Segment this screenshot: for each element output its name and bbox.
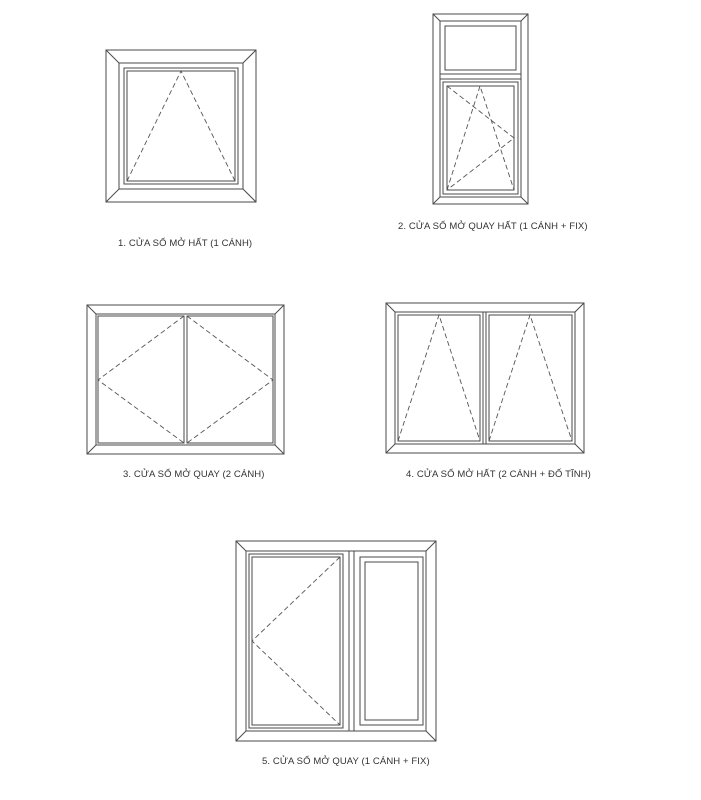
window-5-fixed-panel bbox=[360, 557, 423, 725]
window-1-top-hung-single bbox=[106, 50, 256, 202]
window-4-inner-frame bbox=[395, 312, 575, 444]
window-3-inner-frame bbox=[96, 314, 275, 445]
window-2-sash-glass bbox=[447, 86, 514, 190]
window-5-opening-indicator bbox=[252, 557, 340, 725]
window-2-turn-indicator bbox=[447, 86, 514, 190]
window-4-right-opening-indicator bbox=[489, 315, 572, 441]
window-5-fixed-glass bbox=[365, 562, 418, 720]
window-1-inner-frame bbox=[119, 63, 243, 189]
window-3-left-sash bbox=[98, 316, 184, 443]
caption-window-2: 2. CỬA SỔ MỞ QUAY HẤT (1 CÁNH + FIX) bbox=[398, 221, 588, 232]
window-4-right-sash bbox=[489, 315, 572, 441]
caption-window-5: 5. CỬA SỔ MỞ QUAY (1 CÁNH + FIX) bbox=[262, 756, 430, 767]
window-4-left-opening-indicator bbox=[398, 315, 480, 441]
window-3-left-opening-indicator bbox=[98, 316, 184, 443]
window-1-outer-frame bbox=[106, 50, 256, 202]
window-1-sash bbox=[124, 68, 238, 184]
window-4-top-hung-double-mullion bbox=[386, 303, 584, 453]
caption-window-1: 1. CỬA SỔ MỞ HẤT (1 CÁNH) bbox=[118, 238, 253, 249]
window-3-right-sash bbox=[187, 316, 273, 443]
window-2-fixed-transom-glass bbox=[445, 26, 516, 70]
window-5-outer-frame bbox=[236, 541, 436, 741]
window-4-outer-frame bbox=[386, 303, 584, 453]
caption-window-3: 3. CỬA SỔ MỞ QUAY (2 CÁNH) bbox=[123, 469, 265, 480]
window-3-right-opening-indicator bbox=[187, 316, 273, 443]
window-5-casement-with-fix bbox=[236, 541, 436, 741]
window-3-casement-double bbox=[87, 305, 284, 454]
caption-window-4: 4. CỬA SỔ MỞ HẤT (2 CÁNH + ĐỐ TĨNH) bbox=[406, 469, 591, 480]
window-5-inner-frame bbox=[246, 551, 426, 731]
window-2-sash bbox=[443, 82, 518, 194]
window-3-outer-frame bbox=[87, 305, 284, 454]
window-2-tilt-indicator bbox=[447, 86, 514, 190]
window-5-sash-glass bbox=[252, 557, 340, 725]
window-1-opening-indicator bbox=[127, 71, 235, 181]
window-2-inner-frame bbox=[440, 21, 521, 197]
window-5-sash bbox=[249, 554, 343, 728]
window-2-tilt-turn-with-fix bbox=[433, 14, 528, 204]
window-1-glass bbox=[127, 71, 235, 181]
window-4-left-sash bbox=[398, 315, 480, 441]
